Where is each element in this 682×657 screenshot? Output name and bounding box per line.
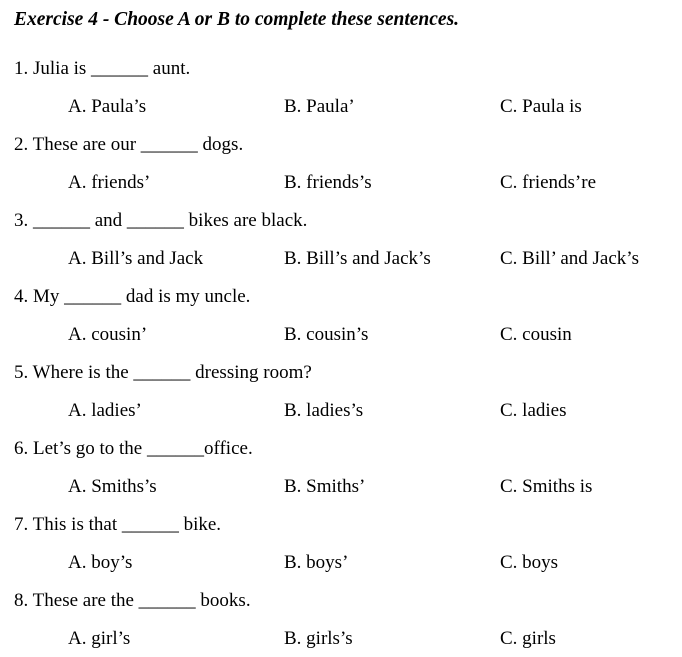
option-a: A. Bill’s and Jack xyxy=(68,248,204,269)
option-c: C. ladies xyxy=(500,400,567,421)
option-c: C. cousin xyxy=(500,324,572,345)
option-a: A. girl’s xyxy=(68,628,131,649)
option-c: C. boys xyxy=(500,552,559,573)
option-c: C. Smiths is xyxy=(500,476,593,497)
question-1: 1. Julia is ______ aunt. xyxy=(14,58,191,79)
option-a: A. cousin’ xyxy=(68,324,148,345)
question-2: 2. These are our ______ dogs. xyxy=(14,134,244,155)
option-a: A. Paula’s xyxy=(68,96,147,117)
option-a: A. friends’ xyxy=(68,172,151,193)
option-c: C. Paula is xyxy=(500,96,582,117)
question-8: 8. These are the ______ books. xyxy=(14,590,251,611)
question-5: 5. Where is the ______ dressing room? xyxy=(14,362,312,383)
option-c: C. Bill’ and Jack’s xyxy=(500,248,639,269)
option-a: A. Smiths’s xyxy=(68,476,157,497)
option-b: B. girls’s xyxy=(284,628,353,649)
option-b: B. Bill’s and Jack’s xyxy=(284,248,431,269)
question-4: 4. My ______ dad is my uncle. xyxy=(14,286,251,307)
option-c: C. girls xyxy=(500,628,556,649)
question-7: 7. This is that ______ bike. xyxy=(14,514,222,535)
question-6: 6. Let’s go to the ______office. xyxy=(14,438,253,459)
option-b: B. cousin’s xyxy=(284,324,369,345)
option-b: B. Paula’ xyxy=(284,96,355,117)
exercise-title: Exercise 4 - Choose A or B to complete these sentences. xyxy=(14,9,460,30)
option-b: B. boys’ xyxy=(284,552,349,573)
option-b: B. Smiths’ xyxy=(284,476,366,497)
option-c: C. friends’re xyxy=(500,172,597,193)
option-b: B. ladies’s xyxy=(284,400,364,421)
option-a: A. boy’s xyxy=(68,552,133,573)
option-b: B. friends’s xyxy=(284,172,372,193)
option-a: A. ladies’ xyxy=(68,400,142,421)
question-3: 3. ______ and ______ bikes are black. xyxy=(14,210,308,231)
